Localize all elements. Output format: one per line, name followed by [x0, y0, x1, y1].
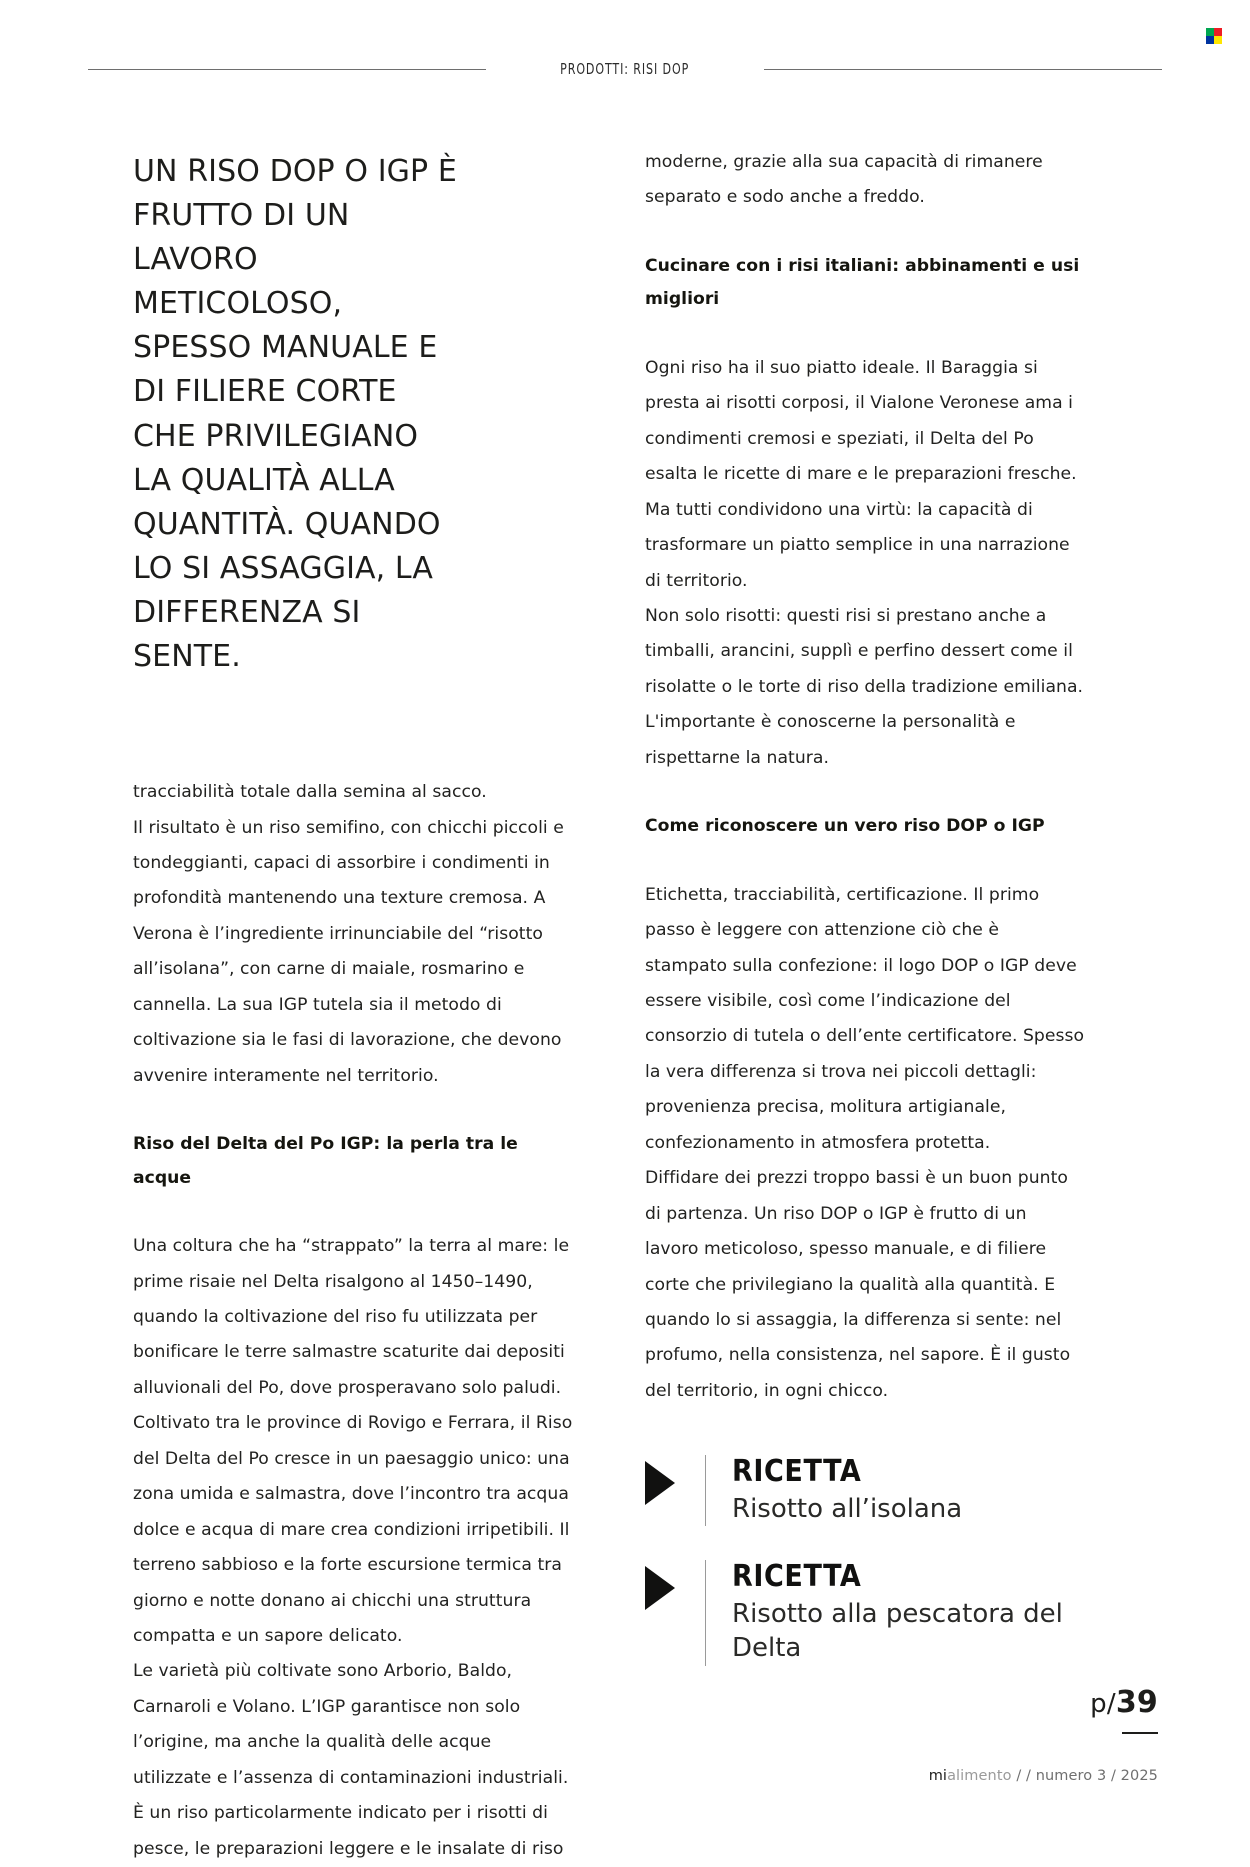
folio-number: 39: [1115, 1685, 1158, 1720]
right-paragraph-4: Diffidare dei prezzi troppo bassi è un buon punto di partenza. Un riso DOP o IGP è frutto di un lavoro meticoloso, spesso manuale, e di filiere corte che privilegiano la qualità alla quantità. E quando lo si assaggia, la differenza si sente: nel profumo, nella consistenza, nel sapore. È il gusto del territorio, in ogni chicco.: [645, 1168, 1071, 1401]
folio: [1090, 1685, 1158, 1734]
right-paragraph-intro: moderne, grazie alla sua capacità di rimanere separato e sodo anche a freddo.: [645, 152, 1043, 208]
reg-swatch-red: [1214, 28, 1222, 36]
right-paragraph-2: Non solo risotti: questi risi si prestano anche a timballi, arancini, supplì e perfino dessert come il risolatte o le torte di riso della tradizione emiliana. L'importante è conoscerne la personalità e rispettarne la natura.: [645, 606, 1084, 768]
right-column: [645, 145, 1085, 1409]
reg-swatch-blue: [1206, 36, 1214, 44]
right-subheading-riconoscere: Come riconoscere un vero riso DOP o IGP: [645, 816, 1045, 837]
left-subheading-delta-po: Riso del Delta del Po IGP: la perla tra le acque: [133, 1134, 518, 1188]
left-paragraph-4: Le varietà più coltivate sono Arborio, Baldo, Carnaroli e Volano. L’IGP garantisce non solo l’origine, ma anche la qualità delle acque utilizzate e l’assenza di contaminazioni industriali. È un riso particolarmente indicato per i risotti di pesce, le preparazioni leggere e le insalate di riso: [133, 1661, 569, 1859]
folio-prefix: p/: [1090, 1689, 1116, 1719]
brand-suffix: alimento: [947, 1768, 1012, 1784]
recipe-callout-pescatora[interactable]: [645, 1560, 1085, 1665]
play-triangle-icon: [645, 1461, 675, 1505]
recipe-title: Risotto all’isolana: [732, 1493, 963, 1524]
recipe-callout-list: [645, 1455, 1085, 1700]
recipe-label: RICETTA: [732, 1559, 862, 1595]
recipe-divider-rule: [705, 1560, 706, 1665]
running-head: [88, 60, 1162, 78]
recipe-callout-isolana[interactable]: [645, 1455, 1085, 1526]
color-registration-mark: [1206, 28, 1222, 44]
running-head-rule-left: [88, 69, 486, 70]
play-triangle-icon: [645, 1566, 675, 1610]
running-head-rule-right: [764, 69, 1162, 70]
left-paragraph-2: Il risultato è un riso semifino, con chicchi piccoli e tondeggianti, capaci di assorbire i condimenti in profondità mantenendo una texture cremosa. A Verona è l’ingrediente irrinunciabile del “risotto all’isolana”, con carne di maiale, rosmarino e cannella. La sua IGP tutela sia il metodo di coltivazione sia le fasi di lavorazione, che devono avvenire interamente nel territorio.: [133, 817, 564, 1086]
brand-prefix: mi: [928, 1768, 948, 1784]
reg-swatch-yellow: [1214, 36, 1222, 44]
left-paragraph-1: tracciabilità totale dalla semina al sacco.: [133, 782, 487, 803]
colophon: [929, 1768, 1158, 1784]
right-paragraph-1: Ogni riso ha il suo piatto ideale. Il Baraggia si presta ai risotti corposi, il Vialone Veronese ama i condimenti cremosi e speziati, il Delta del Po esalta le ricette di mare e le preparazioni fresche. Ma tutti condividono una virtù: la capacità di trasformare un piatto semplice in una narrazione di territorio.: [645, 357, 1077, 591]
reg-swatch-green: [1206, 28, 1214, 36]
colophon-issue: / / numero 3 / 2025: [1011, 1768, 1158, 1784]
page-number: [1090, 1685, 1158, 1720]
folio-underline: [1122, 1732, 1158, 1734]
right-subheading-cucinare: Cucinare con i risi italiani: abbinamenti e usi migliori: [645, 255, 1080, 310]
left-column: [133, 150, 573, 1867]
recipe-title: Risotto alla pescatora del Delta: [732, 1598, 1063, 1663]
left-paragraph-3: Una coltura che ha “strappato” la terra al mare: le prime risaie nel Delta risalgono al 1450–1490, quando la coltivazione del riso fu utilizzata per bonificare le terre salmastre scaturite dai depositi alluvionali del Po, dove prosperavano solo paludi. Coltivato tra le province di Rovigo e Ferrara, il Riso del Delta del Po cresce in un paesaggio unico: una zona umida e salmastra, dove l’incontro tra acqua dolce e acqua di mare crea condizioni irripetibili. Il terreno sabbioso e la forte escursione termica tra giorno e notte donano ai chicchi una struttura compatta e un sapore delicato.: [133, 1236, 573, 1646]
recipe-label: RICETTA: [732, 1454, 862, 1489]
recipe-divider-rule: [705, 1455, 706, 1526]
running-head-title: PRODOTTI: RISI DOP: [560, 60, 690, 78]
page-headline: UN RISO DOP O IGP È FRUTTO DI UN LAVORO METICOLOSO, SPESSO MANUALE E DI FILIERE CORTE CHE PRIVILEGIANO LA QUALITÀ ALLA QUANTITÀ. QUANDO LO SI ASSAGGIA, LA DIFFERENZA SI SENTE.: [133, 154, 457, 675]
right-paragraph-3: Etichetta, tracciabilità, certificazione. Il primo passo è leggere con attenzione ciò che è stampato sulla confezione: il logo DOP o IGP deve essere visibile, così come l’indicazione del consorzio di tutela o dell’ente certificatore. Spesso la vera differenza si trova nei piccoli dettagli: provenienza precisa, molitura artigianale, confezionamento in atmosfera protetta.: [645, 884, 1085, 1153]
